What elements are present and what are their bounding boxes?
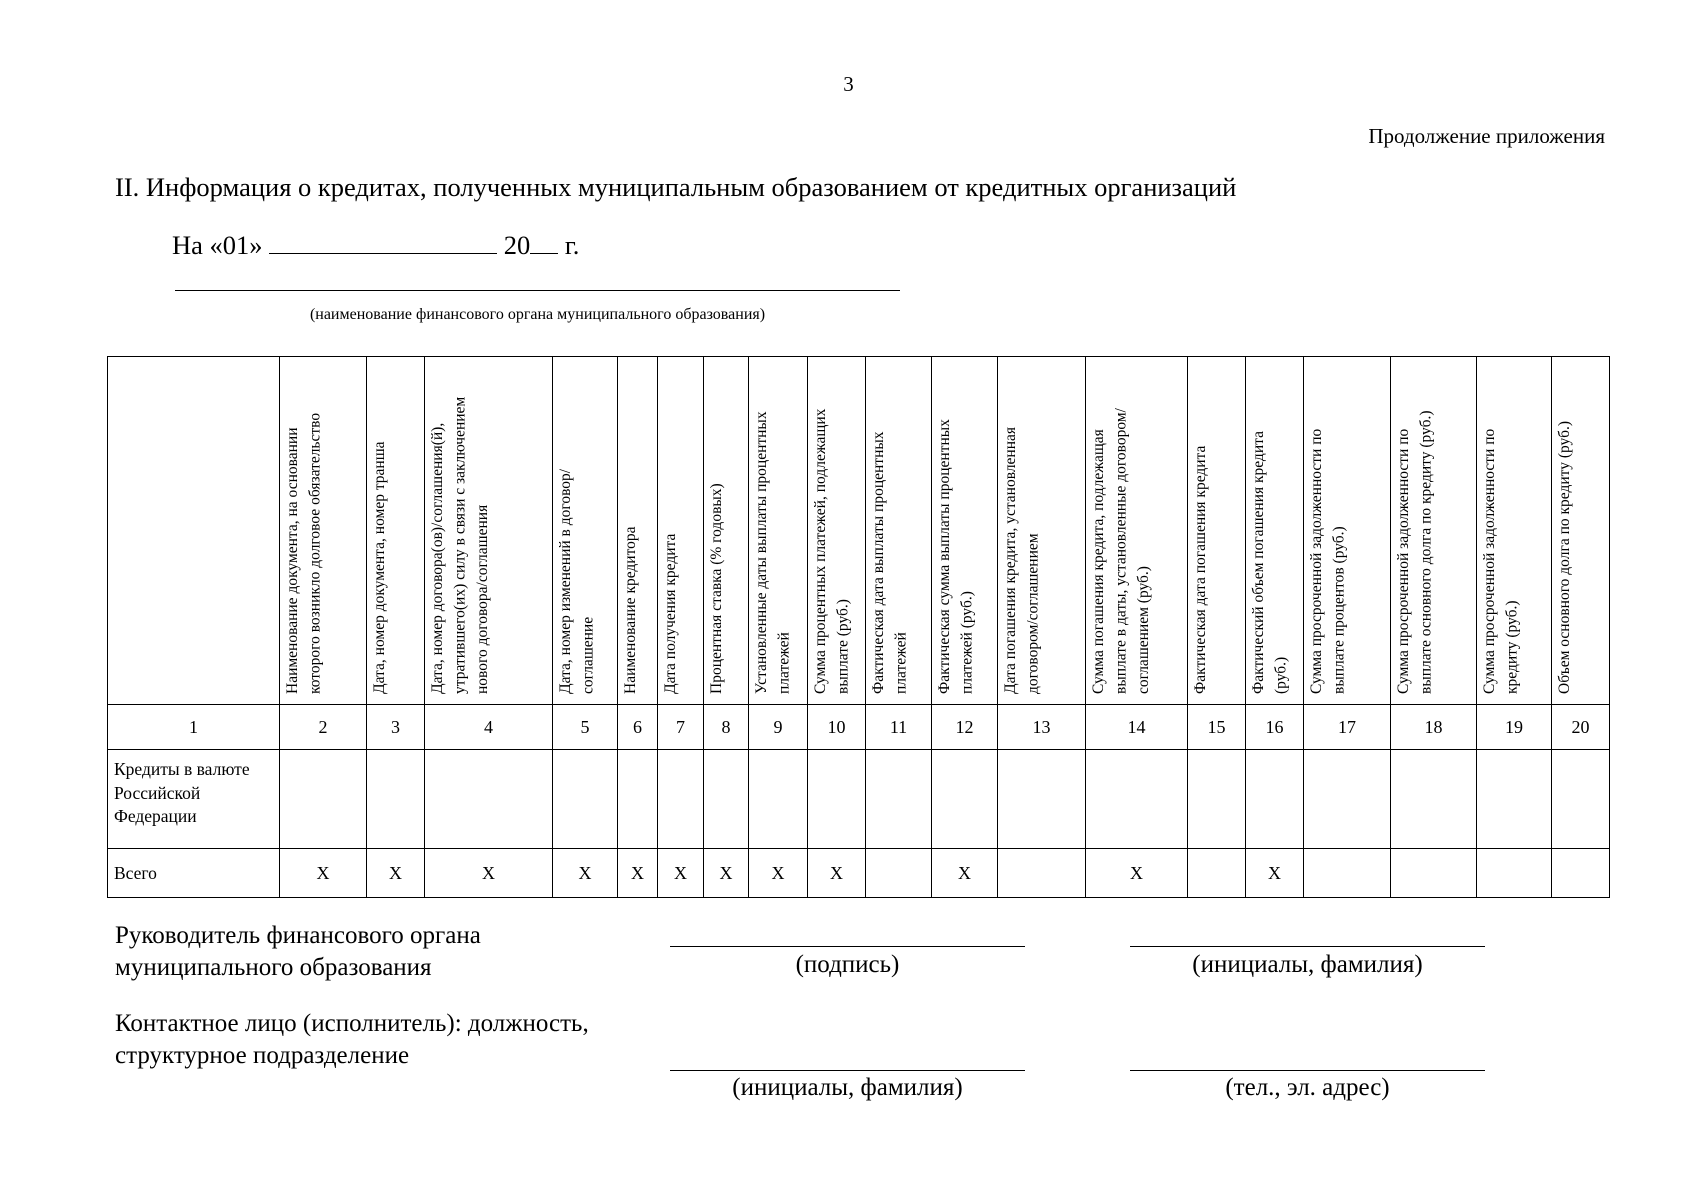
table-cell: Х <box>618 849 658 898</box>
table-cell <box>1552 750 1610 849</box>
column-number: 6 <box>618 705 658 750</box>
column-header: Фактическая дата выплаты процентных платежей <box>866 357 932 705</box>
column-number: 12 <box>932 705 998 750</box>
table-cell <box>749 750 808 849</box>
table-cell: Х <box>280 849 367 898</box>
table-cell: Х <box>553 849 618 898</box>
column-header: Установленные даты выплаты процентных платежей <box>749 357 808 705</box>
column-number: 19 <box>1477 705 1552 750</box>
column-header: Наименование документа, на основании которого возникло долговое обязательство <box>280 357 367 705</box>
credits-table <box>107 356 1610 898</box>
date-prefix: На «01» <box>172 230 263 260</box>
table-cell: Х <box>367 849 425 898</box>
table-cell: Х <box>704 849 749 898</box>
signature-caption: (подпись) <box>795 951 900 978</box>
column-header: Дата получения кредита <box>658 357 704 705</box>
column-header: Процентная ставка (% годовых) <box>704 357 749 705</box>
table-cell <box>658 750 704 849</box>
table-cell <box>367 750 425 849</box>
contact-name-caption: (инициалы, фамилия) <box>732 1074 963 1101</box>
column-number: 14 <box>1086 705 1188 750</box>
row-label: Кредиты в валюте Российской Федерации <box>108 750 280 849</box>
table-cell: Х <box>932 849 998 898</box>
column-header: Фактический объем погашения кредита (руб.) <box>1246 357 1304 705</box>
table-cell: Х <box>1246 849 1304 898</box>
table-cell: Х <box>808 849 866 898</box>
table-cell <box>1391 750 1477 849</box>
column-header: Фактическая дата погашения кредита <box>1188 357 1246 705</box>
org-name-blank-line <box>175 290 900 291</box>
table-cell: Х <box>658 849 704 898</box>
column-number: 4 <box>425 705 553 750</box>
table-cell <box>704 750 749 849</box>
column-number: 2 <box>280 705 367 750</box>
column-header: Объем основного долга по кредиту (руб.) <box>1552 357 1610 705</box>
column-header: Сумма погашения кредита, подлежащая выплате в даты, установленные договором/соглашением (руб.) <box>1086 357 1188 705</box>
page-number: 3 <box>843 72 854 96</box>
table-cell: Х <box>425 849 553 898</box>
contact-name-blank-line <box>670 1070 1025 1071</box>
column-number: 13 <box>998 705 1086 750</box>
table-cell <box>808 750 866 849</box>
year-prefix: 20 <box>503 230 531 260</box>
column-number: 18 <box>1391 705 1477 750</box>
table-cell <box>1304 849 1391 898</box>
column-number: 20 <box>1552 705 1610 750</box>
table-cell: Х <box>1086 849 1188 898</box>
column-number: 9 <box>749 705 808 750</box>
column-number: 1 <box>108 705 280 750</box>
column-header: Фактическая сумма выплаты процентных платежей (руб.) <box>932 357 998 705</box>
report-date-line <box>172 230 579 261</box>
column-number-row <box>108 705 1610 750</box>
table-cell <box>1477 750 1552 849</box>
column-header: Сумма процентных платежей, подлежащих выплате (руб.) <box>808 357 866 705</box>
table-cell <box>1304 750 1391 849</box>
column-header: Дата, номер документа, номер транша <box>367 357 425 705</box>
continuation-label: Продолжение приложения <box>1368 124 1605 148</box>
table-cell <box>280 750 367 849</box>
column-header: Сумма просроченной задолженности по выплате основного долга по кредиту (руб.) <box>1391 357 1477 705</box>
table-cell <box>1477 849 1552 898</box>
head-role-label: Руководитель финансового органа муниципального образования <box>115 922 481 981</box>
head-name-blank-line <box>1130 946 1485 947</box>
table-cell <box>553 750 618 849</box>
column-header: Наименование кредитора <box>618 357 658 705</box>
column-number: 10 <box>808 705 866 750</box>
column-number: 17 <box>1304 705 1391 750</box>
table-cell <box>998 849 1086 898</box>
table-header-row <box>108 357 1610 705</box>
table-cell <box>1391 849 1477 898</box>
year-blank <box>530 252 558 254</box>
column-number: 5 <box>553 705 618 750</box>
table-cell: Х <box>749 849 808 898</box>
column-number: 16 <box>1246 705 1304 750</box>
table-cell <box>998 750 1086 849</box>
table-cell <box>1188 750 1246 849</box>
column-header: Сумма просроченной задолженности по кредиту (руб.) <box>1477 357 1552 705</box>
month-blank <box>269 252 497 254</box>
table-row-rub-credits <box>108 750 1610 849</box>
table-cell <box>618 750 658 849</box>
contact-details-blank-line <box>1130 1070 1485 1071</box>
table-cell <box>425 750 553 849</box>
section-title: II. Информация о кредитах, полученных муниципальным образованием от кредитных организаций <box>115 172 1237 202</box>
org-name-caption: (наименование финансового органа муниципального образования) <box>309 306 766 323</box>
contact-details-caption: (тел., эл. адрес) <box>1225 1074 1390 1101</box>
column-number: 11 <box>866 705 932 750</box>
table-row-total <box>108 849 1610 898</box>
row-label: Всего <box>108 849 280 898</box>
table-cell <box>932 750 998 849</box>
signature-blank-line <box>670 946 1025 947</box>
column-header: Дата погашения кредита, установленная договором/соглашением <box>998 357 1086 705</box>
table-cell <box>1552 849 1610 898</box>
column-header: Дата, номер изменений в договор/соглашение <box>553 357 618 705</box>
table-cell <box>1188 849 1246 898</box>
column-number: 3 <box>367 705 425 750</box>
column-header: Сумма просроченной задолженности по выплате процентов (руб.) <box>1304 357 1391 705</box>
column-number: 7 <box>658 705 704 750</box>
contact-role-label: Контактное лицо (исполнитель): должность, структурное подразделение <box>115 1010 589 1069</box>
table-cell <box>866 849 932 898</box>
date-suffix: г. <box>564 230 580 260</box>
table-cell <box>1086 750 1188 849</box>
column-number: 8 <box>704 705 749 750</box>
head-name-caption: (инициалы, фамилия) <box>1192 951 1423 978</box>
table-cell <box>866 750 932 849</box>
column-header: Дата, номер договора(ов)/соглашения(й), утратившего(их) силу в связи с заключением нового договора/соглашения <box>425 357 553 705</box>
column-header <box>108 357 280 705</box>
table-cell <box>1246 750 1304 849</box>
column-number: 15 <box>1188 705 1246 750</box>
